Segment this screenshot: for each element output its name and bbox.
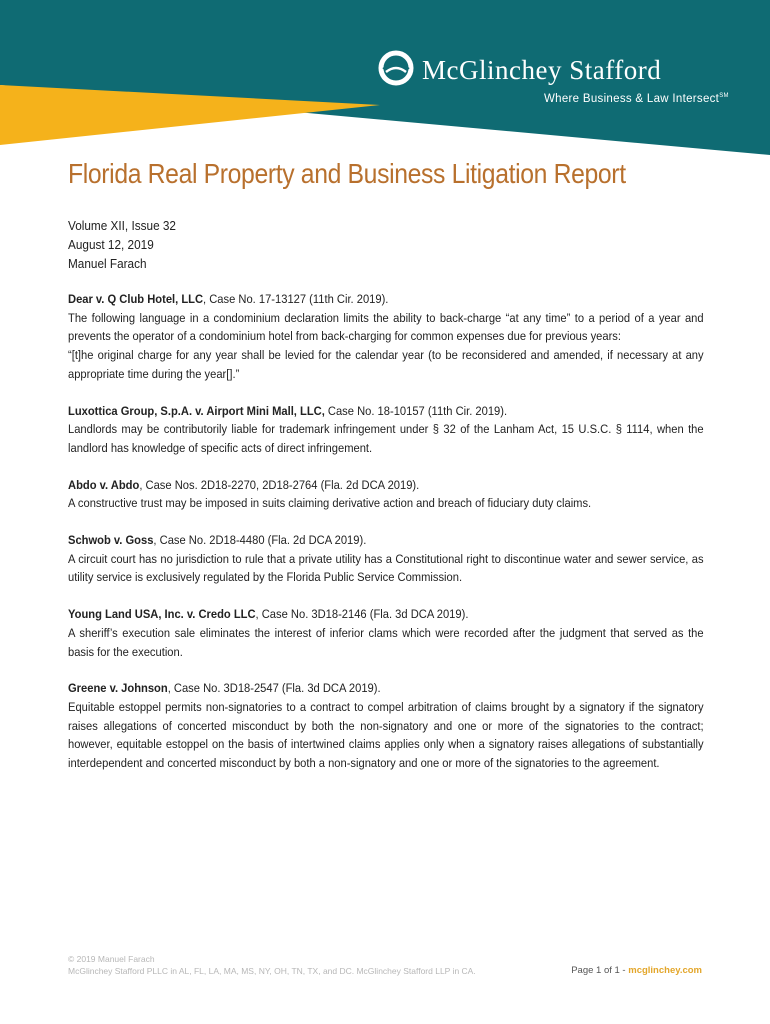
case-citation: , Case Nos. 2D18-2270, 2D18-2764 (Fla. 2d DCA 2019). [139, 477, 420, 492]
case-entry [68, 290, 704, 384]
case-name: Luxottica Group, S.p.A. v. Airport Mini Mall, LLC, [68, 403, 325, 418]
case-summary: A sheriff’s execution sale eliminates the interest of inferior clams which were recorded after the judgment that served as the basis for the execution. [68, 625, 704, 659]
case-name: Schwob v. Goss [68, 533, 154, 548]
case-summary: The following language in a condominium declaration limits the ability to back-charge “at any time” to a period of a year and prevents the operator of a condominium hotel from back-charging for common expenses due for previous years: [68, 310, 704, 344]
case-name: Abdo v. Abdo [68, 477, 140, 492]
report-author: Manuel Farach [68, 256, 147, 271]
footer-legal [68, 953, 476, 977]
case-entry [68, 679, 704, 773]
case-quote: “[t]he original charge for any year shall be levied for the calendar year (to be reconsidered and amended, if necessary at any appropriate time during the year[].” [68, 348, 704, 381]
case-citation: , Case No. 17-13127 (11th Cir. 2019). [203, 292, 389, 306]
case-name: Young Land USA, Inc. v. Credo LLC [68, 607, 256, 622]
footer-copyright: © 2019 Manuel Farach [68, 954, 155, 964]
website-link[interactable]: mcglinchey.com [628, 965, 702, 976]
case-citation: Case No. 18-10157 (11th Cir. 2019). [324, 403, 508, 418]
case-entry [68, 476, 704, 513]
report-date: August 12, 2019 [68, 237, 154, 252]
firm-logo-mark-icon [378, 50, 414, 86]
case-entry [68, 402, 704, 458]
report-title: Florida Real Property and Business Litigation Report [68, 158, 626, 189]
header-banner [0, 0, 770, 160]
case-citation: , Case No. 3D18-2547 (Fla. 3d DCA 2019). [167, 681, 381, 696]
case-summary: A constructive trust may be imposed in suits claiming derivative action and breach of fiduciary duty claims. [68, 496, 592, 511]
case-summary: A circuit court has no jurisdiction to rule that a private utility has a Constitutional right to discontinue water and sewer service, as utility service is exclusively regulated by the Florida Public Service Commission. [68, 551, 704, 585]
case-summary: Landlords may be contributorily liable for trademark infringement under § 32 of the Lanham Act, 15 U.S.C. § 1114, when the landlord has knowledge of specific acts of direct infringement. [68, 422, 704, 455]
report-meta [68, 216, 176, 273]
page-number: Page 1 of 1 - [571, 965, 629, 976]
case-citation: , Case No. 2D18-4480 (Fla. 2d DCA 2019). [153, 533, 367, 548]
case-name: Greene v. Johnson [68, 681, 168, 696]
case-name: Dear v. Q Club Hotel, LLC [68, 292, 204, 306]
case-citation: , Case No. 3D18-2146 (Fla. 3d DCA 2019). [255, 607, 469, 622]
firm-name: McGlinchey Stafford [422, 55, 662, 85]
case-summary: Equitable estoppel permits non-signatories to a contract to compel arbitration of claims brought by a signatory if the signatory raises allegations of concerted misconduct by both the non-signatory and one or more of the signatories to the contract; however, equitable estoppel on the basis of intertwined claims applies only when a signatory raises allegations of substantially interdependent and concerted misconduct by both a non-signatory and one or more of the signatories to the agreement. [68, 699, 704, 771]
case-entry [68, 531, 704, 587]
report-volume: Volume XII, Issue 32 [68, 218, 176, 233]
case-entry [68, 605, 704, 661]
firm-logo [378, 50, 738, 112]
service-mark: SM [719, 93, 729, 100]
case-list [68, 290, 768, 791]
firm-tagline: Where Business & Law Intersect℠ [544, 93, 729, 105]
footer-firm-locations: McGlinchey Stafford PLLC in AL, FL, LA, MA, MS, NY, OH, TN, TX, and DC. McGlinchey Stafford LLP in CA. [68, 966, 476, 976]
footer-page-info [571, 965, 702, 976]
